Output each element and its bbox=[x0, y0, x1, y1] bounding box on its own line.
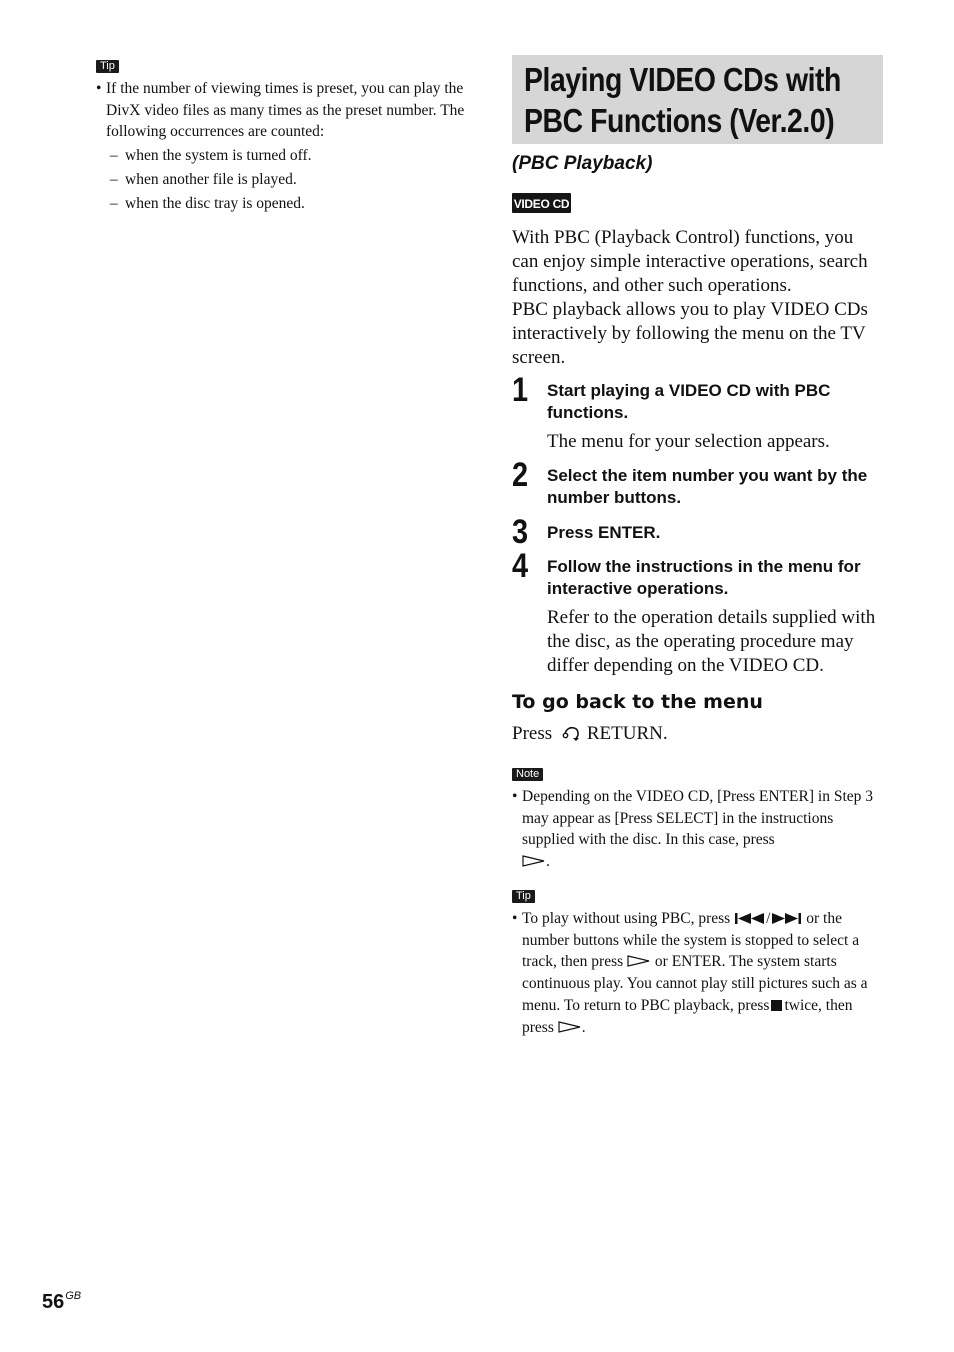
step-instruction: Follow the instructions in the menu for interactive operations. bbox=[547, 557, 861, 598]
tip-section-2 bbox=[512, 886, 884, 1038]
step-description: Refer to the operation details supplied with the disc, as the operating procedure may differ depending on the VIDEO CD. bbox=[547, 607, 876, 676]
occurrence-item: – when the system is turned off. bbox=[110, 147, 312, 165]
video-cd-badge: VIDEO CD bbox=[512, 193, 571, 213]
stop-icon bbox=[771, 1000, 782, 1011]
tip-label: Tip bbox=[96, 60, 119, 73]
step-3 bbox=[512, 513, 884, 551]
intro-paragraph-2: PBC playback allows you to play VIDEO CDs interactively by following the menu on the TV screen. bbox=[512, 299, 868, 368]
step-number: 3 bbox=[512, 513, 529, 551]
left-tip-section bbox=[96, 56, 476, 214]
step-number: 2 bbox=[512, 456, 529, 494]
note-label: Note bbox=[512, 768, 543, 781]
section-title: Playing VIDEO CDs with PBC Functions (Ver.2.0) bbox=[524, 61, 841, 139]
play-icon bbox=[627, 955, 651, 967]
intro-paragraph-1: With PBC (Playback Control) functions, you can enjoy simple interactive operations, search functions, and other such operations. bbox=[512, 227, 868, 296]
step-instruction: Select the item number you want by the number buttons. bbox=[547, 466, 868, 507]
back-to-menu-heading: To go back to the menu bbox=[512, 691, 763, 713]
page-number: $56^{GB}$ bbox=[42, 1290, 82, 1313]
play-icon bbox=[522, 855, 546, 867]
intro-text bbox=[512, 226, 884, 370]
section-subtitle: (PBC Playback) bbox=[512, 153, 653, 174]
step-1 bbox=[512, 371, 884, 454]
step-4 bbox=[512, 547, 884, 678]
tip-text: If the number of viewing times is preset, you can play the DivX video files as many times as the preset number. The following occurrences are counted: bbox=[106, 80, 465, 141]
play-icon bbox=[558, 1021, 582, 1033]
step-description: The menu for your selection appears. bbox=[547, 431, 830, 452]
step-number: 1 bbox=[512, 371, 529, 409]
note-bullet: • Depending on the VIDEO CD, [Press ENTER] in Step 3 may appear as [Press SELECT] in the instructions supplied with the disc. In this case, press . bbox=[512, 788, 874, 871]
press-return-line: Press RETURN. bbox=[512, 723, 668, 744]
section-title-box bbox=[512, 55, 883, 144]
skip-next-icon bbox=[770, 912, 802, 925]
page-suffix: GB bbox=[65, 1290, 82, 1302]
skip-previous-icon bbox=[734, 912, 766, 925]
tip-label: Tip bbox=[512, 890, 535, 903]
step-number: 4 bbox=[512, 547, 529, 585]
occurrence-item: – when another file is played. bbox=[110, 170, 297, 188]
return-icon bbox=[561, 724, 583, 742]
note-text: Depending on the VIDEO CD, [Press ENTER] in Step 3 may appear as [Press SELECT] in the instructions supplied with the disc. In this case, press bbox=[522, 788, 874, 849]
occurrence-item: – when the disc tray is opened. bbox=[110, 194, 305, 212]
tip-bullet: • To play without using PBC, press / or the number buttons while the system is stopped to select a track, then press or ENTER. The system starts continuous play. You cannot play still pictures such as a menu. To return to PBC playback, press twice, then press . bbox=[512, 910, 868, 1036]
step-instruction: Start playing a VIDEO CD with PBC functions. bbox=[547, 381, 831, 422]
step-2 bbox=[512, 456, 884, 509]
tip-bullet: • If the number of viewing times is preset, you can play the DivX video files as many times as the preset number. The following occurrences are counted: bbox=[96, 80, 465, 141]
step-instruction: Press ENTER. bbox=[547, 523, 661, 542]
note-section bbox=[512, 764, 884, 873]
